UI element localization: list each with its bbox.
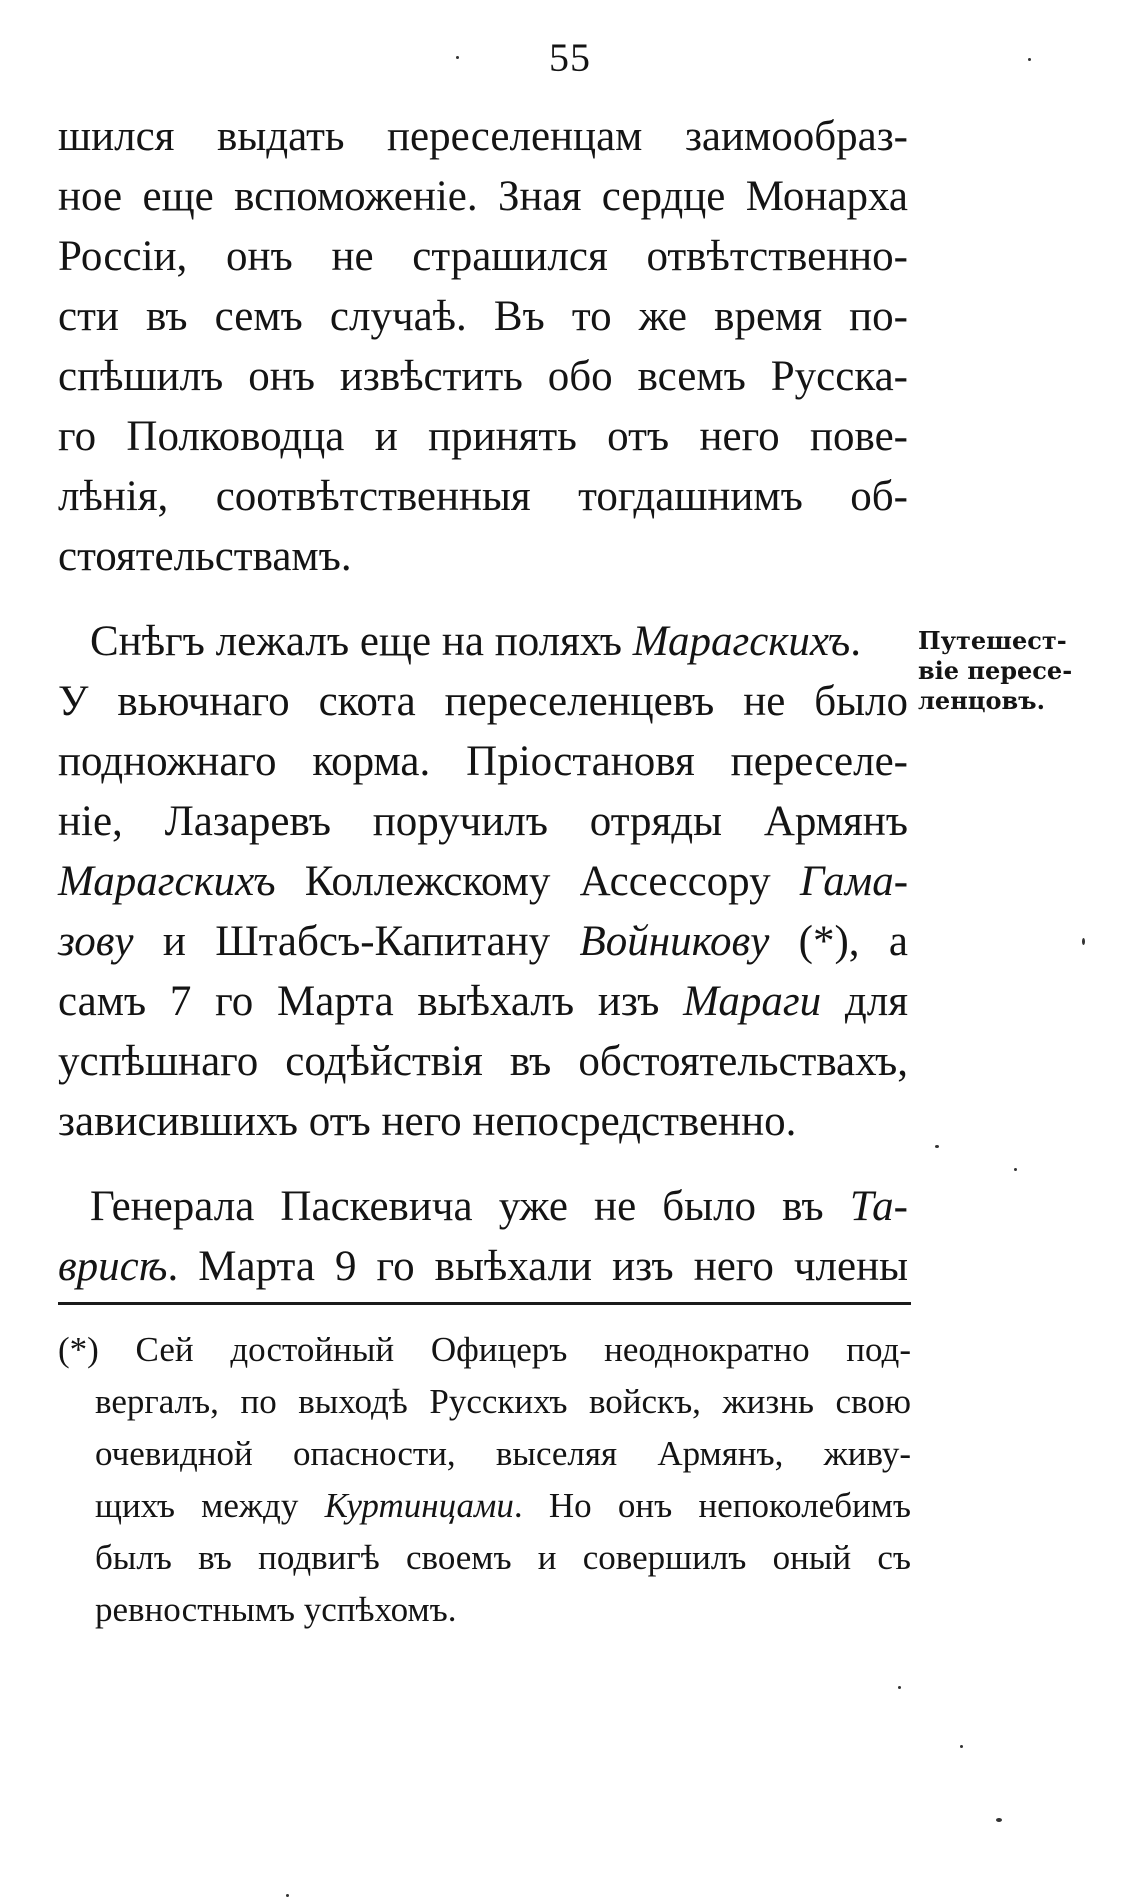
footnote-line: очевидной опасности, выселяя Армянъ, живу- [95,1434,911,1473]
scan-speck [286,1894,289,1897]
body-line: сти въ семъ случаѣ. Въ то же время по- [58,293,908,340]
place-name: врисѣ [58,1243,168,1290]
person-name: Гама- [799,858,909,905]
scan-speck [935,1145,939,1148]
person-name: Войникову [579,918,770,965]
scan-speck [996,1818,1002,1822]
people-name: Куртинцами [324,1486,514,1525]
body-line: подножнаго корма. Пріостановя переселе- [58,738,908,785]
footnote-line: (*) Сей достойный Офицеръ неоднократно под- [58,1330,911,1369]
scan-speck [456,56,459,59]
body-line: зову и Штабсъ-Капитану Войникову (*), а [58,918,909,965]
footnote-line: ревностнымъ успѣхомъ. [95,1590,457,1629]
scan-speck [1082,938,1085,945]
scan-speck [898,1686,901,1689]
margin-note-line: Путешест- [918,626,1067,655]
footnote-rule [58,1302,911,1305]
body-line: Россіи, онъ не страшился отвѣтственно- [58,233,908,280]
place-name: Та- [849,1183,908,1230]
body-line: стоятельствамъ. [58,533,352,580]
body-line: самъ 7 го Марта выѣхалъ изъ Мараги для [58,978,909,1025]
body-line: зависившихъ отъ него непосредственно. [58,1098,797,1145]
place-name: Марагскихъ [632,618,851,665]
scan-speck [960,1745,963,1748]
body-line: успѣшнаго содѣйствія въ обстоятельствахъ, [58,1038,908,1085]
body-line: У вьючнаго скота переселенцевъ не было [58,678,908,725]
body-line: Снѣгъ лежалъ еще на поляхъ Марагскихъ. [90,618,862,665]
footnote-line: вергалъ, по выходѣ Русскихъ войскъ, жизнь свою [95,1382,911,1421]
body-line: ное еще вспоможеніе. Зная сердце Монарха [58,173,908,220]
footnote-ref: (*), а [798,918,909,965]
margin-note-line: віе пересе- [918,656,1073,685]
margin-note-line: ленцовъ. [918,686,1045,715]
footnote-line: былъ въ подвигѣ своемъ и совершилъ оный съ [95,1538,911,1577]
body-line: Генерала Паскевича уже не было въ Та- [90,1183,908,1230]
place-name: Мараги [683,978,822,1025]
scan-speck [1014,1168,1017,1171]
body-line: ніе, Лазаревъ поручилъ отряды Армянъ [58,798,908,845]
body-line: Марагскихъ Коллежскому Ассессору Гама- [58,858,909,905]
page-number: 55 [549,35,591,80]
body-line: спѣшилъ онъ извѣстить обо всемъ Русска- [58,353,908,400]
footnote-line: щихъ между Куртинцами. Но онъ непоколебимъ [95,1486,911,1525]
body-line: шился выдать переселенцам заимообраз- [58,113,908,160]
body-line: го Полководца и принять отъ него пове- [58,413,908,460]
body-line: врисѣ. Марта 9 го выѣхали изъ него члены [58,1243,908,1290]
scan-speck [1028,58,1031,61]
body-line: лѣнія, соотвѣтственныя тогдашнимъ об- [58,473,908,520]
